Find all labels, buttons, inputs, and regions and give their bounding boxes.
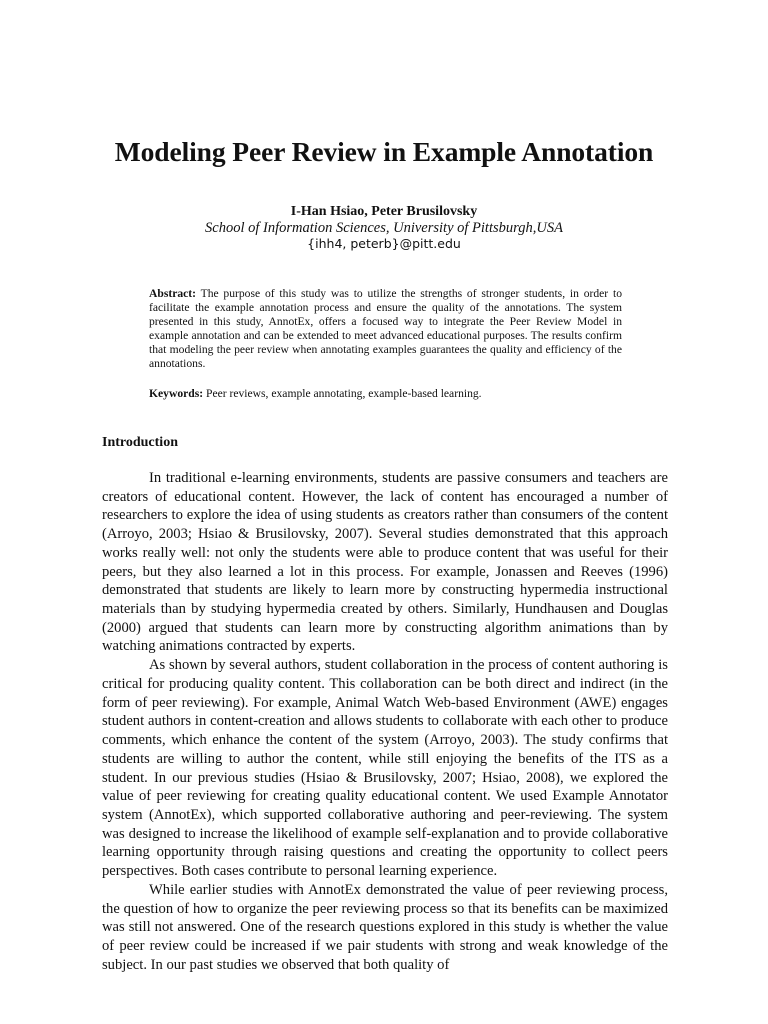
- abstract-text: The purpose of this study was to utilize the strengths of stronger students, in order to facilitate the example annotation process and ensure the quality of the annotations. The system presented in this study, AnnotEx, offers a focused way to integrate the Peer Review Model in example annotation and can be extended to meet advanced educational purposes. The results confirm that modeling the peer review when annotating examples guarantees the quality and efficiency of the annotations.: [149, 287, 622, 371]
- author-affiliation: School of Information Sciences, University of Pittsburgh,USA: [205, 220, 563, 236]
- paragraph: In traditional e-learning environments, students are passive consumers and teachers are creators of educational content. However, the lack of content has encouraged a number of researchers to explore the idea of using students as creators rather than consumers of the content (Arroyo, 2003; Hsiao & Brusilovsky, 2007). Several studies demonstrated that this approach works really well: not only the students were able to produce content that was useful for their peers, but they also learned a lot in this process. For example, Jonassen and Reeves (1996) demonstrated that students are likely to learn more by constructing hypermedia instructional materials than by studying hypermedia created by others. Similarly, Hundhausen and Douglas (2000) argued that students can learn more by constructing algorithm animations than by watching animations contracted by experts.: [102, 470, 668, 655]
- paragraph: As shown by several authors, student collaboration in the process of content authoring is critical for producing quality content. This collaboration can be both direct and indirect (in the form of peer reviewing). For example, Animal Watch Web-based Environment (AWE) engages student authors in content-creation and allows students to collaborate with each other to produce comments, which enhance the content of the system (Arroyo, 2003). The study confirms that students are willing to author the content, while still enjoying the benefits of the ITS as a student. In our previous studies (Hsiao & Brusilovsky, 2007; Hsiao, 2008), we explored the value of peer reviewing for creating quality educational content. We used Example Annotator system (AnnotEx), which supported collaborative authoring and peer-reviewing. The system was designed to increase the likelihood of example self-explanation and to provide collaborative learning opportunity through raising questions and creating the opportunity to collect peers perspectives. Both cases contribute to personal learning experience.: [102, 657, 668, 880]
- abstract-label: Abstract:: [149, 287, 197, 300]
- introduction-body: [102, 469, 668, 974]
- keywords: [149, 387, 622, 401]
- keywords-text: Peer reviews, example annotating, example-based learning.: [203, 387, 482, 400]
- paragraph: While earlier studies with AnnotEx demonstrated the value of peer reviewing process, the question of how to organize the peer reviewing process so that its benefits can be maximized was still not answered. One of the research questions explored in this study is whether the value of peer review could be increased if we pair students with strong and weak knowledge of the subject. In our past studies we observed that both quality of: [102, 881, 668, 973]
- paper-authors: I-Han Hsiao, Peter Brusilovsky: [290, 204, 478, 219]
- author-email: {ihh4, peterb}@pitt.edu: [307, 236, 461, 251]
- keywords-label: Keywords:: [149, 387, 204, 400]
- section-heading-introduction: Introduction: [102, 435, 178, 450]
- abstract: [149, 287, 622, 372]
- paper-title: Modeling Peer Review in Example Annotation: [114, 136, 654, 167]
